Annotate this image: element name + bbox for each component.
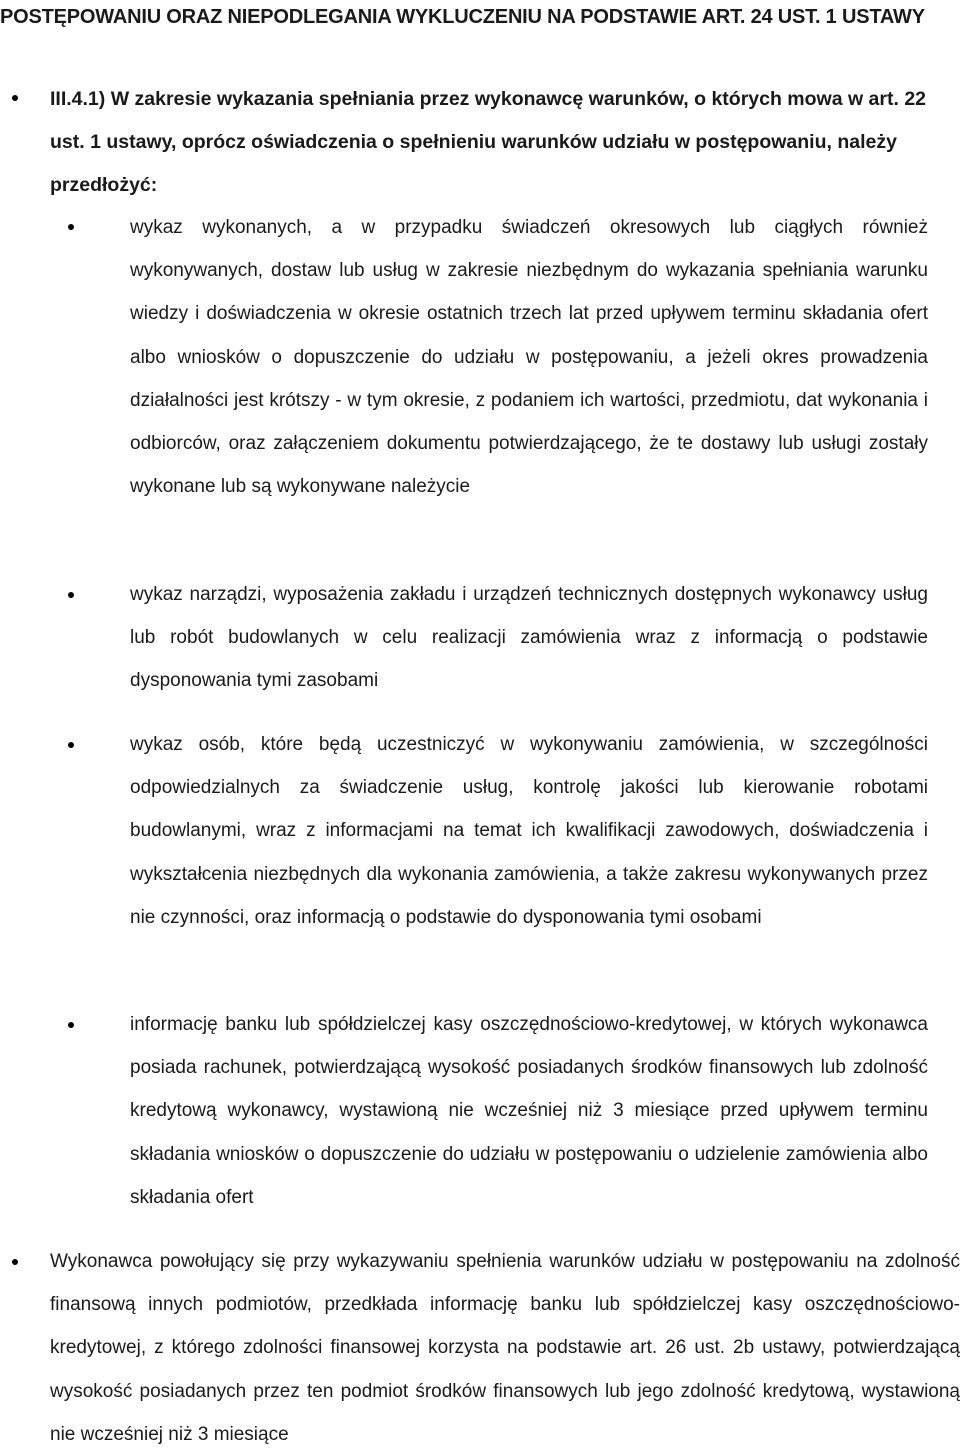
list-item	[102, 206, 928, 508]
item-1-bullet-icon	[68, 224, 74, 230]
document-heading: POSTĘPOWANIU ORAZ NIEPODLEGANIA WYKLUCZENIU NA PODSTAWIE ART. 24 UST. 1 USTAWY	[0, 6, 925, 28]
list-item-text: wykaz osób, które będą uczestniczyć w wykonywaniu zamówienia, w szczególności odpowiedzialnych za świadczenie usług, kontrolę jakości lub kierowanie robotami budowlanymi, wraz z informacjami na temat ich kwalifikacji zawodowych, doświadczenia i wykształcenia niezbędnych dla wykonania zamówienia, a także zakresu wykonywanych przez nie czynności, oraz informacją o podstawie do dysponowania tymi osobami	[130, 734, 928, 928]
item-3-bullet-icon	[68, 742, 74, 748]
item-2-bullet-icon	[68, 592, 74, 598]
list-item	[102, 1003, 928, 1219]
tail-text: Wykonawca powołujący się przy wykazywaniu spełnienia warunków udziału w postępowaniu na zdolność finansową innych podmiotów, przedkłada informację banku lub spółdzielczej kasy oszczędnościowo-kredytowej, z którego zdolności finansowej korzysta na podstawie art. 26 ust. 2b ustawy, potwierdzającą wysokość posiadanych przez ten podmiot środków finansowych lub jego zdolność kredytową, wystawioną nie wcześniej niż 3 miesiące	[50, 1251, 960, 1445]
list-item-text: informację banku lub spółdzielczej kasy oszczędnościowo-kredytowej, w których wykonawca posiada rachunek, potwierdzającą wysokość posiadanych środków finansowych lub zdolność kredytową wykonawcy, wystawioną nie wcześniej niż 3 miesiące przed upływem terminu składania wniosków o dopuszczenie do udziału w postępowaniu o udzielenie zamówienia albo składania ofert	[130, 1014, 928, 1208]
list-item	[102, 723, 928, 939]
list-item-text: wykaz wykonanych, a w przypadku świadczeń okresowych lub ciągłych również wykonywanych, dostaw lub usług w zakresie niezbędnym do wykazania spełniania warunku wiedzy i doświadczenia w okresie ostatnich trzech lat przed upływem terminu składania ofert albo wniosków o dopuszczenie do udziału w postępowaniu, a jeżeli okres prowadzenia działalności jest krótszy - w tym okresie, z podaniem ich wartości, przedmiotu, dat wykonania i odbiorców, oraz załączeniem dokumentu potwierdzającego, że te dostawy lub usługi zostały wykonane lub są wykonywane należycie	[130, 217, 928, 498]
section-bullet-icon	[12, 95, 18, 101]
list-item	[102, 573, 928, 703]
tail-bullet-icon	[12, 1259, 18, 1265]
tail-paragraph	[50, 1240, 960, 1456]
item-4-bullet-icon	[68, 1022, 74, 1028]
section-paragraph	[50, 78, 960, 207]
list-item-text: wykaz narządzi, wyposażenia zakładu i urządzeń technicznych dostępnych wykonawcy usług lub robót budowlanych w celu realizacji zamówienia wraz z informacją o podstawie dysponowania tymi zasobami	[130, 584, 928, 692]
section-text: III.4.1) W zakresie wykazania spełniania przez wykonawcę warunków, o których mowa w art. 22 ust. 1 ustawy, oprócz oświadczenia o spełnieniu warunków udziału w postępowaniu, należy przedłożyć:	[50, 88, 927, 196]
